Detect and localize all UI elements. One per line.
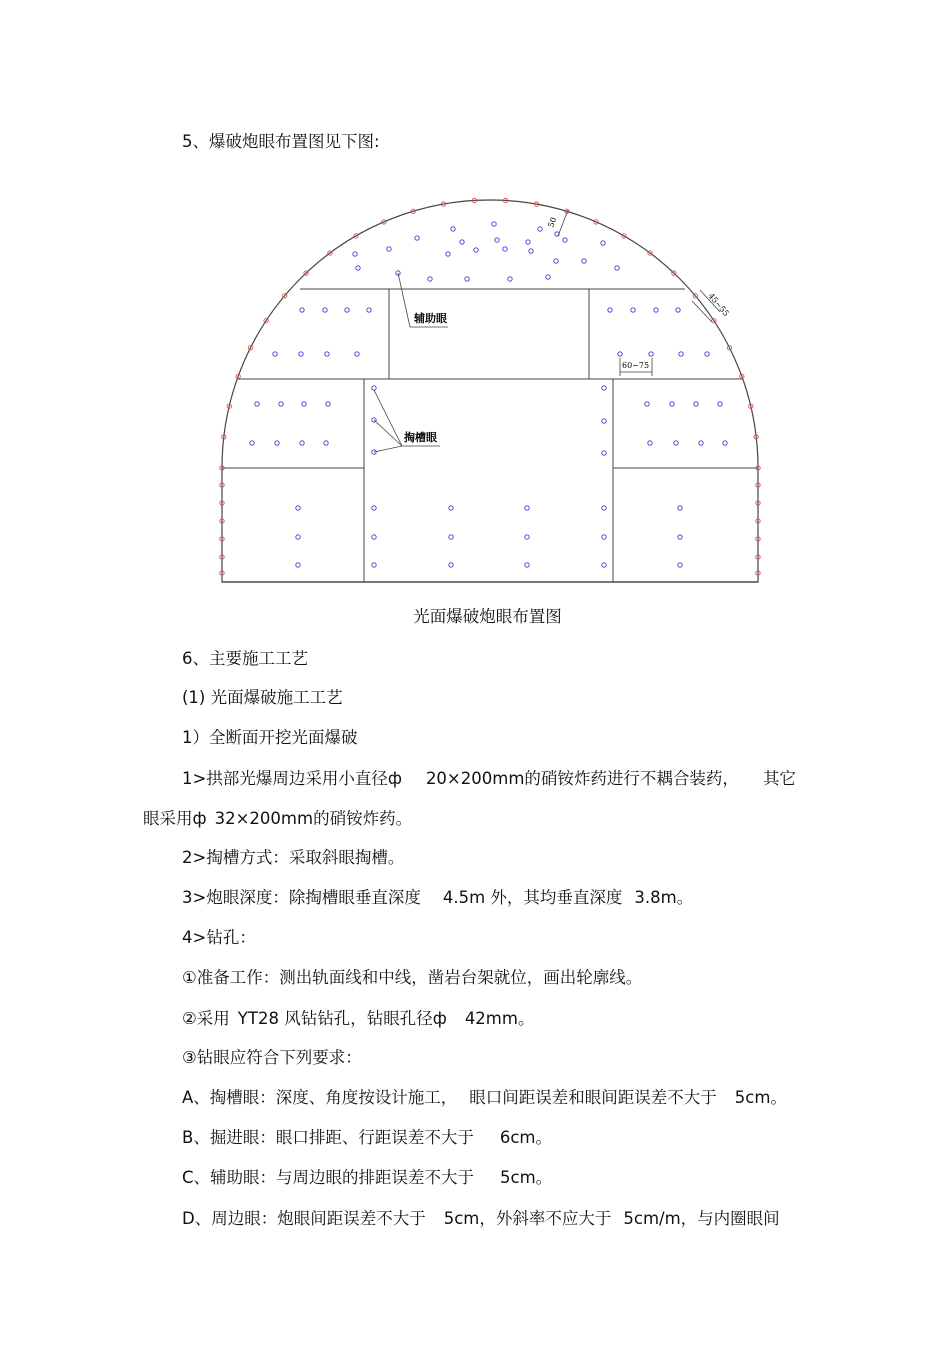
inner-hole bbox=[670, 402, 674, 406]
paragraph-item-b: B、掘进眼：眼口排距、行距误差不大于 6cm。 bbox=[182, 1128, 552, 1147]
inner-hole bbox=[255, 402, 259, 406]
inner-hole bbox=[356, 266, 360, 270]
dim-side-label: 45~55 bbox=[706, 291, 731, 319]
inner-hole bbox=[355, 352, 359, 356]
paragraph-item-4-1: ①准备工作：测出轨面线和中线，凿岩台架就位，画出轮廓线。 bbox=[182, 968, 643, 987]
paragraph-item-c: C、辅助眼：与周边眼的排距误差不大于 5cm。 bbox=[182, 1168, 553, 1187]
inner-hole bbox=[608, 308, 612, 312]
inner-hole bbox=[372, 535, 376, 539]
inner-hole bbox=[723, 441, 727, 445]
inner-hole bbox=[705, 352, 709, 356]
inner-hole bbox=[678, 535, 682, 539]
inner-hole bbox=[279, 402, 283, 406]
inner-hole bbox=[503, 247, 507, 251]
inner-hole bbox=[674, 441, 678, 445]
subsection-1-1-heading: 1）全断面开挖光面爆破 bbox=[182, 728, 358, 747]
inner-hole bbox=[602, 506, 606, 510]
inner-hole bbox=[300, 441, 304, 445]
label-cut-hole: 掏槽眼 bbox=[404, 431, 437, 444]
inner-hole bbox=[492, 222, 496, 226]
inner-hole bbox=[508, 277, 512, 281]
inner-hole bbox=[694, 402, 698, 406]
tunnel-outline bbox=[222, 200, 758, 582]
inner-hole bbox=[300, 308, 304, 312]
inner-hole bbox=[372, 386, 376, 390]
section-6-heading: 6、主要施工工艺 bbox=[182, 649, 308, 668]
inner-hole bbox=[526, 240, 530, 244]
inner-hole bbox=[529, 249, 533, 253]
subsection-1-heading: (1) 光面爆破施工工艺 bbox=[182, 688, 343, 707]
dim-spacing-label: 60~75 bbox=[622, 361, 650, 370]
inner-hole bbox=[451, 227, 455, 231]
paragraph-item-3: 3>炮眼深度：除掏槽眼垂直深度 4.5m 外，其均垂直深度 3.8m。 bbox=[182, 888, 694, 907]
inner-hole bbox=[554, 259, 558, 263]
inner-hole bbox=[326, 402, 330, 406]
inner-hole bbox=[678, 563, 682, 567]
inner-hole bbox=[602, 386, 606, 390]
inner-hole bbox=[446, 252, 450, 256]
cut-leader-2 bbox=[374, 420, 402, 446]
inner-hole bbox=[602, 419, 606, 423]
inner-hole bbox=[602, 535, 606, 539]
inner-holes bbox=[250, 222, 727, 567]
inner-hole bbox=[325, 352, 329, 356]
inner-hole bbox=[296, 563, 300, 567]
inner-hole bbox=[525, 506, 529, 510]
inner-hole bbox=[415, 236, 419, 240]
inner-hole bbox=[525, 563, 529, 567]
inner-hole bbox=[324, 441, 328, 445]
blasting-hole-layout-diagram bbox=[210, 190, 770, 590]
inner-hole bbox=[428, 277, 432, 281]
diagram-caption: 光面爆破炮眼布置图 bbox=[413, 607, 562, 626]
inner-hole bbox=[372, 563, 376, 567]
paragraph-item-4: 4>钻孔： bbox=[182, 928, 256, 947]
inner-hole bbox=[372, 506, 376, 510]
label-auxiliary-hole: 辅助眼 bbox=[414, 312, 447, 325]
inner-hole bbox=[250, 441, 254, 445]
paragraph-item-d: D、周边眼：炮眼间距误差不大于 5cm，外斜率不应大于 5cm/m，与内圈眼间 bbox=[182, 1209, 780, 1228]
paragraph-item-2: 2>掏槽方式：采取斜眼掏槽。 bbox=[182, 848, 405, 867]
inner-hole bbox=[676, 308, 680, 312]
paragraph-item-1: 1>拱部光爆周边采用小直径ф 20×200mm的硝铵炸药进行不耦合装药， 其它 bbox=[182, 769, 796, 788]
inner-hole bbox=[645, 402, 649, 406]
inner-hole bbox=[296, 535, 300, 539]
inner-hole bbox=[631, 308, 635, 312]
dim-top-line bbox=[558, 210, 568, 236]
inner-hole bbox=[618, 352, 622, 356]
inner-hole bbox=[449, 535, 453, 539]
inner-hole bbox=[538, 227, 542, 231]
section-5-heading: 5、爆破炮眼布置图见下图: bbox=[182, 132, 380, 151]
inner-hole bbox=[615, 266, 619, 270]
dim-top-label: 50 bbox=[546, 216, 559, 229]
inner-hole bbox=[601, 241, 605, 245]
inner-hole bbox=[678, 506, 682, 510]
inner-hole bbox=[465, 277, 469, 281]
perimeter-holes bbox=[220, 198, 760, 575]
inner-hole bbox=[449, 506, 453, 510]
inner-hole bbox=[649, 352, 653, 356]
inner-hole bbox=[460, 240, 464, 244]
inner-hole bbox=[296, 506, 300, 510]
inner-hole bbox=[345, 308, 349, 312]
paragraph-item-1-cont: 眼采用ф 32×200mm的硝铵炸药。 bbox=[143, 809, 413, 828]
paragraph-item-4-3: ③钻眼应符合下列要求： bbox=[182, 1048, 362, 1067]
cut-leader-3 bbox=[374, 446, 402, 452]
inner-hole bbox=[323, 308, 327, 312]
inner-hole bbox=[302, 402, 306, 406]
inner-hole bbox=[275, 441, 279, 445]
paragraph-item-a: A、掏槽眼：深度、角度按设计施工， 眼口间距误差和眼间距误差不大于 5cm。 bbox=[182, 1088, 787, 1107]
inner-hole bbox=[699, 441, 703, 445]
inner-hole bbox=[299, 352, 303, 356]
inner-hole bbox=[654, 308, 658, 312]
inner-hole bbox=[679, 352, 683, 356]
inner-hole bbox=[273, 352, 277, 356]
inner-hole bbox=[367, 308, 371, 312]
inner-hole bbox=[546, 275, 550, 279]
inner-hole bbox=[648, 441, 652, 445]
inner-hole bbox=[495, 238, 499, 242]
inner-hole bbox=[387, 247, 391, 251]
inner-hole bbox=[718, 402, 722, 406]
inner-hole bbox=[353, 252, 357, 256]
inner-hole bbox=[602, 563, 606, 567]
inner-hole bbox=[582, 259, 586, 263]
inner-hole bbox=[602, 451, 606, 455]
inner-hole bbox=[474, 248, 478, 252]
inner-hole bbox=[525, 535, 529, 539]
inner-hole bbox=[563, 238, 567, 242]
inner-hole bbox=[449, 563, 453, 567]
paragraph-item-4-2: ②采用 YT28 风钻钻孔，钻眼孔径ф 42mm。 bbox=[182, 1009, 535, 1028]
